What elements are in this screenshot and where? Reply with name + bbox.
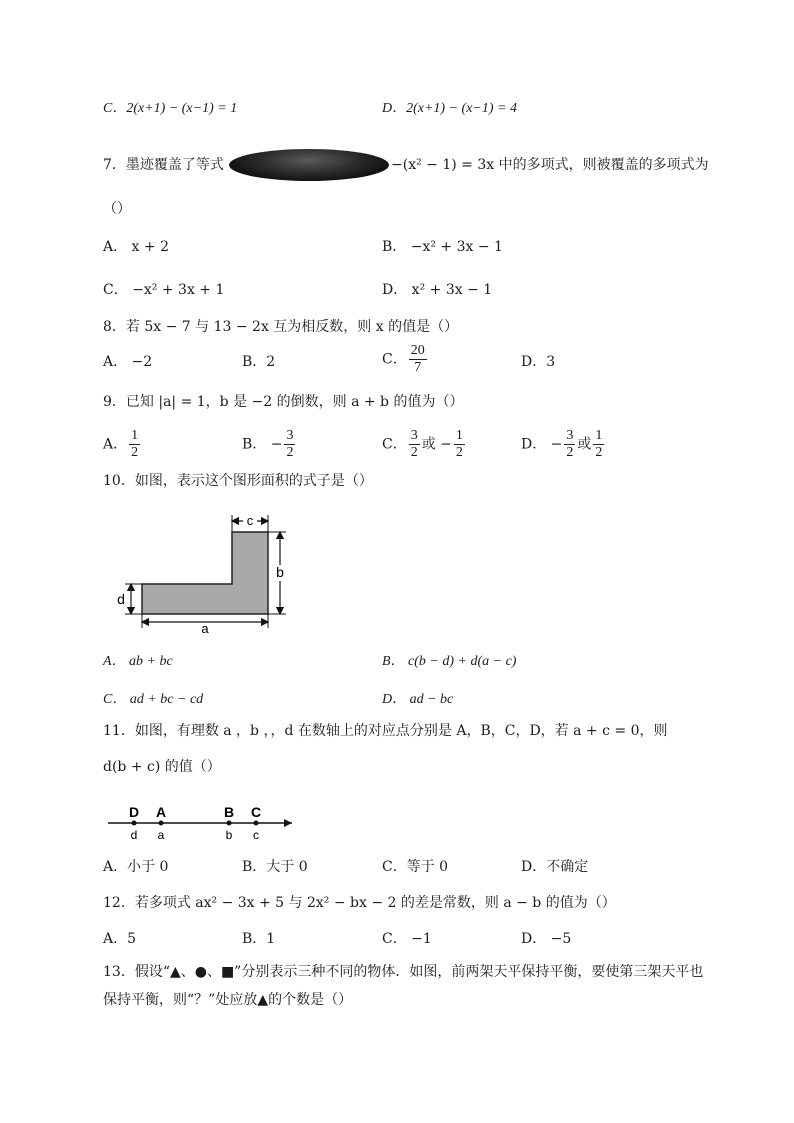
point-label-A: A: [155, 804, 167, 820]
l-shape-region: [142, 532, 268, 614]
q7-stem-paren: （）: [103, 201, 131, 217]
q10-option-d: D． ad − bc: [382, 692, 454, 707]
q7-stem-start: 7．墨迹覆盖了等式: [103, 157, 224, 173]
q10-option-c: C． ad + bc − cd: [103, 692, 204, 707]
q7-option-d: D． x² + 3x − 1: [382, 282, 493, 298]
q10-option-a: A． ab + bc: [103, 654, 173, 669]
q13-stem-line2: 保持平衡，则“？”处应放▲的个数是（）: [103, 992, 353, 1008]
value-label-b: b: [225, 828, 233, 842]
q11-stem-line2: d(b + c) 的值（）: [103, 759, 221, 775]
q8-option-a: A． −2: [103, 354, 153, 370]
q8-option-d: D．3: [521, 354, 556, 370]
q11-option-a: A．小于 0: [103, 859, 169, 875]
q9-option-b: B． − $\frac{3}{2}$: [242, 428, 294, 460]
q6-option-d: D．2(x+1) − (x−1) = 4: [382, 101, 517, 116]
q7-stem-end: −(x² − 1) = 3x 中的多项式，则被覆盖的多项式为: [391, 157, 709, 173]
q11-option-d: D．不确定: [521, 859, 589, 875]
q12-option-d: D． −5: [521, 931, 572, 947]
point-label-C: C: [250, 804, 262, 820]
q11-stem-line1: 11．如图，有理数 a ，b ，，d 在数轴上的对应点分别是 A，B，C，D，若 a + c = 0，则: [103, 723, 668, 739]
q13-stem-line1: 13．假设“▲、●、■”分别表示三种不同的物体．如图，前两架天平保持平衡，要使第三架天平也: [103, 964, 704, 980]
ink-blot-image: [229, 149, 389, 181]
q11-option-c: C．等于 0: [382, 859, 449, 875]
q9-option-d: D． − $\frac{3}{2}$ 或 $\frac{1}{2}$: [521, 428, 603, 460]
q8-option-b: B．2: [242, 354, 276, 370]
q8-stem: 8．若 5x − 7 与 13 − 2x 互为相反数，则 x 的值是（）: [103, 319, 459, 335]
label-a: a: [201, 621, 209, 636]
q9-option-a: A． $\frac{1}{2}$: [103, 428, 139, 460]
q12-option-a: A．5: [103, 931, 137, 947]
label-b: b: [276, 564, 284, 580]
label-d: d: [117, 591, 125, 607]
l-shape-figure: [110, 510, 300, 640]
q9-option-c: C． $\frac{3}{2}$ 或 − $\frac{1}{2}$: [382, 428, 463, 460]
q12-stem: 12．若多项式 ax² − 3x + 5 与 2x² − bx − 2 的差是常数，则 a − b 的值为（）: [103, 895, 616, 911]
q7-option-b: B． −x² + 3x − 1: [382, 239, 503, 255]
q12-option-c: C． −1: [382, 931, 432, 947]
q10-option-b: B． c(b − d) + d(a − c): [382, 654, 517, 669]
q8-option-c: C． $\frac{20}{7}$: [382, 343, 425, 375]
q6-option-c: C．2(x+1) − (x−1) = 1: [103, 101, 238, 116]
q12-option-b: B．1: [242, 931, 276, 947]
value-label-c: c: [253, 828, 259, 842]
value-label-a: a: [157, 828, 165, 842]
q11-option-b: B．大于 0: [242, 859, 308, 875]
q10-stem: 10．如图，表示这个图形面积的式子是（）: [103, 473, 373, 489]
value-label-d: d: [130, 828, 138, 842]
number-line-figure: [106, 800, 296, 844]
point-label-B: B: [223, 804, 235, 820]
q9-stem: 9．已知 |a| = 1，b 是 −2 的倒数，则 a + b 的值为（）: [103, 394, 464, 410]
label-c: c: [246, 513, 254, 528]
q7-option-c: C． −x² + 3x + 1: [103, 282, 225, 298]
q7-option-a: A． x + 2: [103, 239, 169, 255]
point-label-D: D: [128, 804, 140, 820]
